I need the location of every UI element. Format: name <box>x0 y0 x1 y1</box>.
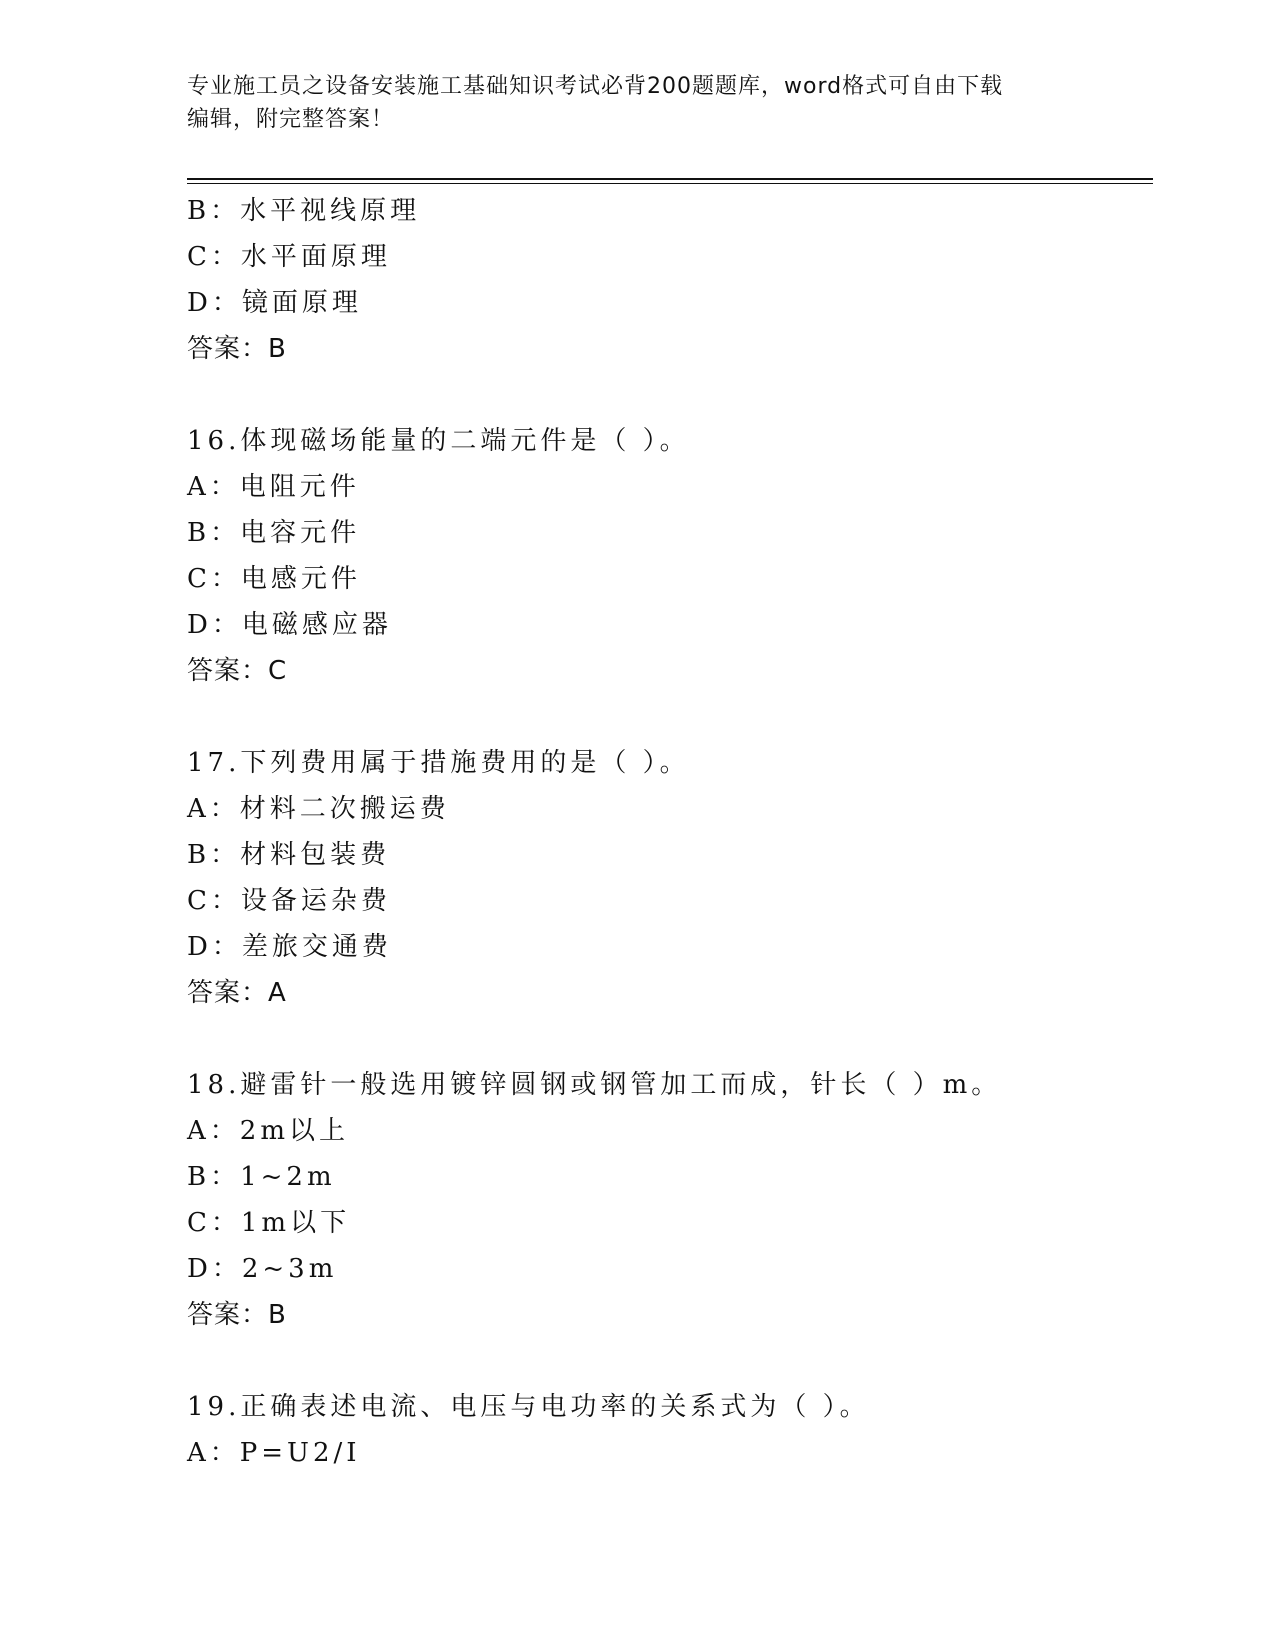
header-divider-thin <box>187 183 1153 184</box>
option-b: B：材料包装费 <box>187 840 391 870</box>
option-a: A：电阻元件 <box>187 472 360 502</box>
option-a: A：材料二次搬运费 <box>187 794 450 824</box>
question-stem: 16.体现磁场能量的二端元件是（ ）。 <box>187 426 690 456</box>
question-list <box>187 188 1153 1476</box>
option-c: C：设备运杂费 <box>187 886 391 916</box>
question-stem: 18.避雷针一般选用镀锌圆钢或钢管加工而成，针长（ ）m。 <box>187 1070 1002 1100</box>
question-15-tail <box>187 188 1153 372</box>
option-a: A：P=U2/I <box>187 1438 361 1468</box>
header-divider-thick <box>187 178 1153 180</box>
option-b: B：水平视线原理 <box>187 196 421 226</box>
question-stem: 17.下列费用属于措施费用的是（ ）。 <box>187 748 690 778</box>
option-d: D：镜面原理 <box>187 288 362 318</box>
answer-label: 答案：B <box>187 334 287 364</box>
question-16 <box>187 418 1153 694</box>
option-b: B：电容元件 <box>187 518 361 548</box>
option-c: C：水平面原理 <box>187 242 391 272</box>
question-19 <box>187 1384 1153 1476</box>
header-line-2: 编辑，附完整答案！ <box>187 107 395 132</box>
option-a: A：2m以上 <box>187 1116 349 1146</box>
header-line-1: 专业施工员之设备安装施工基础知识考试必背200题题库，word格式可自由下载 <box>187 74 1004 99</box>
question-17 <box>187 740 1153 1016</box>
question-18 <box>187 1062 1153 1338</box>
option-c: C：1m以下 <box>187 1208 351 1238</box>
option-d: D：差旅交通费 <box>187 932 392 962</box>
option-d: D：2~3m <box>187 1254 338 1284</box>
question-stem: 19.正确表述电流、电压与电功率的关系式为（ ）。 <box>187 1392 870 1422</box>
answer-label: 答案：C <box>187 656 288 686</box>
option-c: C：电感元件 <box>187 564 361 594</box>
option-d: D：电磁感应器 <box>187 610 392 640</box>
option-b: B：1~2m <box>187 1162 336 1192</box>
answer-label: 答案：B <box>187 1300 287 1330</box>
document-header <box>187 70 1087 136</box>
answer-label: 答案：A <box>187 978 287 1008</box>
